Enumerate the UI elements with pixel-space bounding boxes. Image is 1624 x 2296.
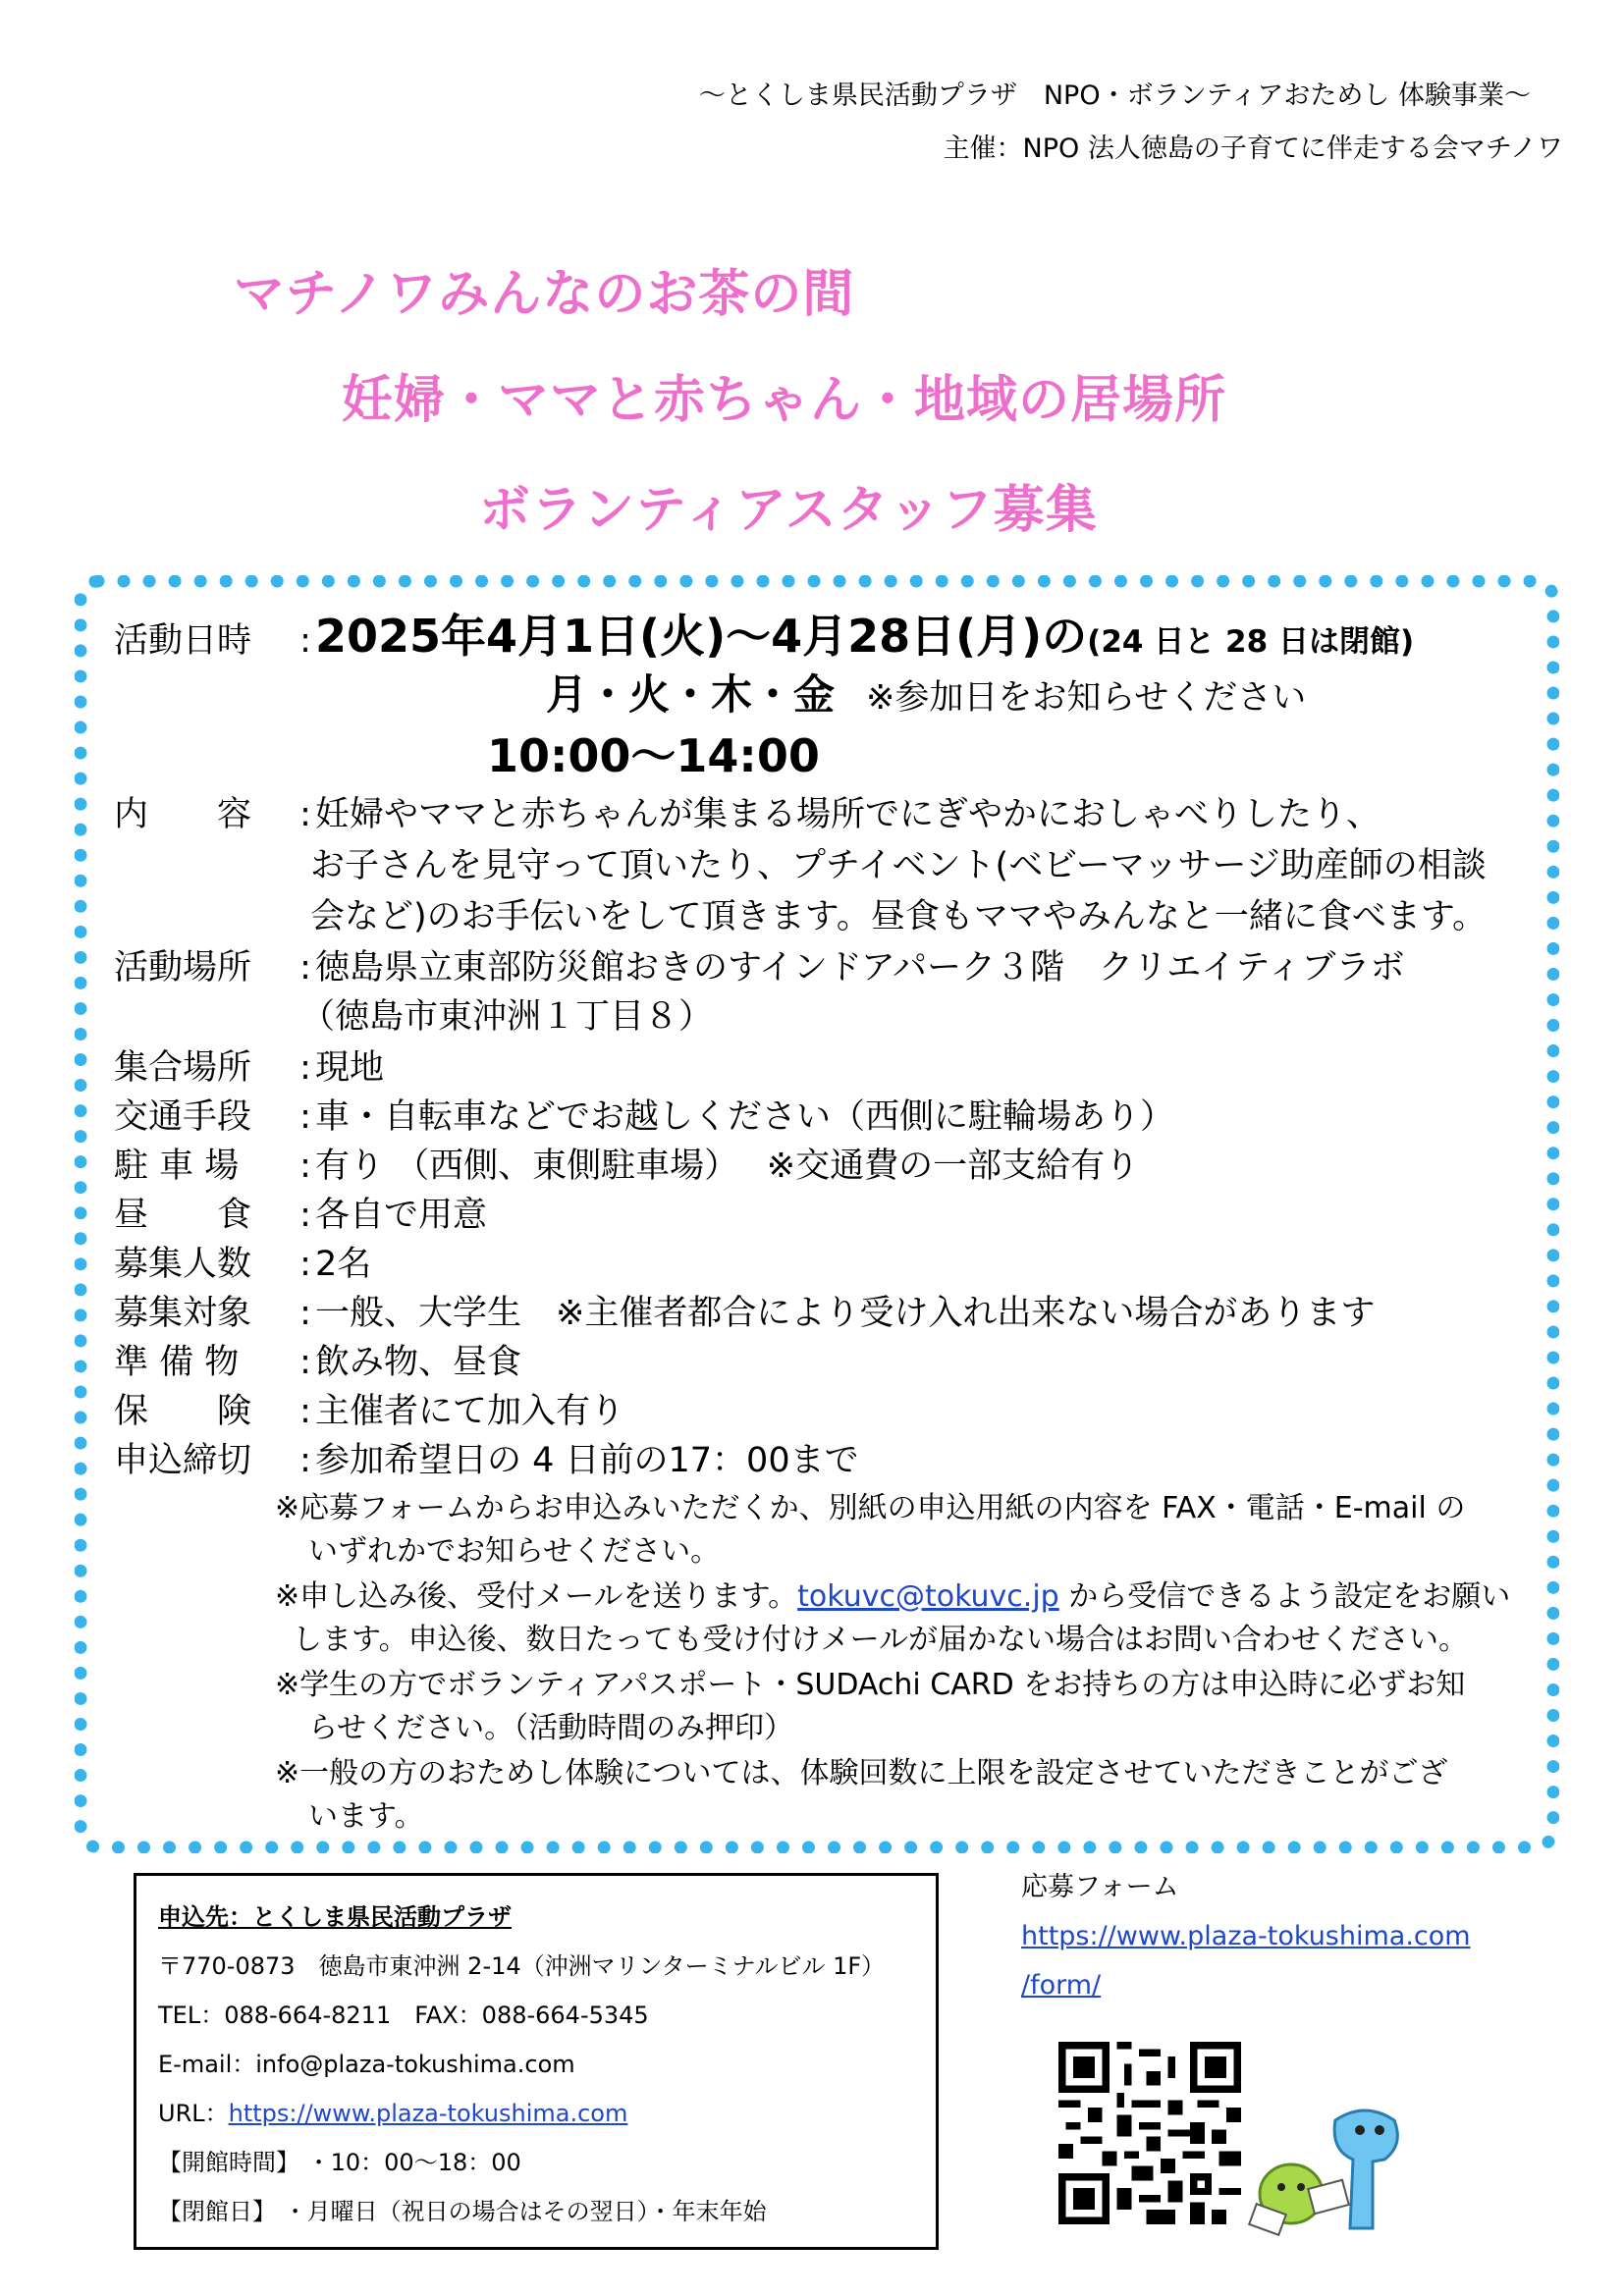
note-line: らせください。（活動時間のみ押印）	[308, 1711, 794, 1745]
detail-label: 準 備 物	[114, 1343, 240, 1382]
detail-value: 一般、大学生 ※主催者都合により受け入れ出来ない場合があります	[315, 1294, 1376, 1333]
email-link[interactable]: tokuvc@tokuvc.jp	[797, 1579, 1059, 1614]
contact-url-row	[158, 2098, 627, 2129]
contact-address: 〒770-0873 徳島市東沖洲 2-14（沖洲マリンターミナルビル 1F）	[158, 1952, 886, 1980]
qr-code-icon	[1058, 2042, 1241, 2224]
content-line-row	[310, 844, 1487, 887]
content-line: 妊婦やママと赤ちゃんが集まる場所でにぎやかにおしゃべりしたり、	[315, 795, 1381, 834]
content-line-row	[310, 895, 1487, 938]
detail-value: 車・自転車などでお越しください（西側に駐輪場あり）	[315, 1097, 1175, 1137]
detail-row: 駐 車 場 : 有り （西側、東側駐車場） ※交通費の一部支給有り	[114, 1147, 1140, 1186]
contact-tel-fax: TEL：088-664-8211 FAX：088-664-5345	[158, 2002, 649, 2029]
detail-value: 各自で用意	[315, 1196, 488, 1235]
detail-label: 駐 車 場	[114, 1147, 240, 1186]
note-line: います。	[308, 1799, 424, 1834]
note-line: します。申込後、数日たっても受け付けメールが届かない場合はお問い合わせください。	[293, 1623, 1468, 1657]
detail-value: 有り （西側、東側駐車場） ※交通費の一部支給有り	[315, 1147, 1140, 1186]
detail-label: 保 険	[114, 1392, 252, 1431]
note-line	[275, 1576, 1510, 1618]
detail-label: 昼 食	[114, 1196, 252, 1235]
main-title: マチノワみんなのお茶の間	[234, 265, 855, 324]
note-line: ※応募フォームからお申込みいただくか、別紙の申込用紙の内容を FAX・電話・E-mail の	[275, 1491, 1466, 1525]
schedule-days-note: ※参加日をお知らせください	[866, 678, 1307, 718]
subtitle: 妊婦・ママと赤ちゃん・地域の居場所	[342, 371, 1227, 430]
header-line-2: 主催：NPO 法人徳島の子育てに伴走する会マチノワ	[943, 133, 1563, 164]
schedule-dates: 2025年4月1日(火)～4月28日(月)の	[315, 610, 1088, 663]
schedule-days-row	[546, 670, 1307, 720]
detail-label: 募集人数	[114, 1245, 252, 1284]
location-line: 徳島県立東部防災館おきのすインドアパーク３階 クリエイティブラボ	[315, 948, 1405, 988]
note-line: ※学生の方でボランティアパスポート・SUDAchi CARD をお持ちの方は申込時に必ずお知	[275, 1668, 1466, 1702]
colon: :	[299, 621, 311, 661]
schedule-days: 月・火・木・金	[546, 670, 836, 719]
contact-title: 申込先：とくしま県民活動プラザ	[158, 1903, 512, 1931]
detail-label: 募集対象	[114, 1294, 252, 1333]
detail-value: 2名	[315, 1245, 372, 1284]
content-line: 会など)のお手伝いをして頂きます。昼食もママやみんなと一緒に食べます。	[310, 897, 1488, 936]
note-text: ※申し込み後、受付メールを送ります。	[275, 1579, 798, 1614]
recruit-heading: ボランティアスタッフ募集	[479, 481, 1098, 540]
header-line-1: ～とくしま県民活動プラザ NPO・ボランティアおためし 体験事業～	[698, 80, 1531, 111]
note-text: から受信できるよう設定をお願い	[1058, 1579, 1511, 1614]
detail-row: 申込締切 : 参加希望日の 4 日前の17：00まで	[114, 1441, 859, 1480]
detail-label: 集合場所	[114, 1048, 252, 1088]
detail-label: 交通手段	[114, 1097, 252, 1137]
detail-row: 保 険 : 主催者にて加入有り	[114, 1392, 625, 1431]
detail-row: 交通手段 : 車・自転車などでお越しください（西側に駐輪場あり）	[114, 1097, 1175, 1137]
location-label: 活動場所	[114, 948, 252, 988]
detail-label: 申込締切	[114, 1441, 252, 1480]
schedule-label: 活動日時	[114, 621, 252, 661]
detail-value: 参加希望日の 4 日前の17：00まで	[315, 1441, 859, 1480]
contact-email: E-mail：info@plaza-tokushima.com	[158, 2051, 575, 2078]
closed-note: (24 日と 28 日は閉館)	[1087, 624, 1415, 660]
contact-hours: 【開館時間】 ・10：00～18：00	[158, 2149, 521, 2176]
detail-row: 準 備 物 : 飲み物、昼食	[114, 1343, 522, 1382]
detail-row: 集合場所 : 現地	[114, 1048, 385, 1088]
location-line-row	[300, 995, 713, 1039]
form-url-link[interactable]: https://www.plaza-tokushima.com	[1021, 1921, 1471, 1951]
detail-row: 募集対象 : 一般、大学生 ※主催者都合により受け入れ出来ない場合があります	[114, 1294, 1376, 1333]
mascot-illustration-icon	[1247, 2101, 1414, 2248]
note-line: ※一般の方のおためし体験については、体験回数に上限を設定させていただきことがござ	[275, 1756, 1448, 1790]
contact-box	[134, 1873, 939, 2250]
content-row: 内 容 : 妊婦やママと赤ちゃんが集まる場所でにぎやかにおしゃべりしたり、	[114, 795, 1381, 834]
location-address: （徳島市東沖洲１丁目８）	[300, 997, 714, 1037]
schedule-row	[114, 610, 1415, 664]
schedule-time: 10:00～14:00	[487, 729, 820, 782]
location-row: 活動場所 : 徳島県立東部防災館おきのすインドアパーク３階 クリエイティブラボ	[114, 948, 1405, 988]
contact-closed: 【閉館日】 ・月曜日（祝日の場合はその翌日）・年末年始	[158, 2198, 767, 2225]
content-label: 内 容	[114, 795, 252, 834]
form-url-link-cont[interactable]: /form/	[1021, 1970, 1102, 2001]
detail-value: 現地	[315, 1048, 385, 1088]
content-line: お子さんを見守って頂いたり、プチイベント(ベビーマッサージ助産師の相談	[310, 846, 1487, 885]
schedule-time-row	[487, 729, 820, 782]
form-label: 応募フォーム	[1021, 1872, 1179, 1902]
note-line: いずれかでお知らせください。	[308, 1534, 721, 1569]
contact-url-link[interactable]: https://www.plaza-tokushima.com	[228, 2100, 628, 2127]
detail-value: 主催者にて加入有り	[315, 1392, 625, 1431]
detail-row: 募集人数 : 2名	[114, 1245, 372, 1284]
form-block	[1021, 1863, 1471, 2010]
detail-row: 昼 食 : 各自で用意	[114, 1196, 488, 1235]
detail-value: 飲み物、昼食	[315, 1343, 522, 1382]
url-label: URL：	[158, 2100, 229, 2127]
